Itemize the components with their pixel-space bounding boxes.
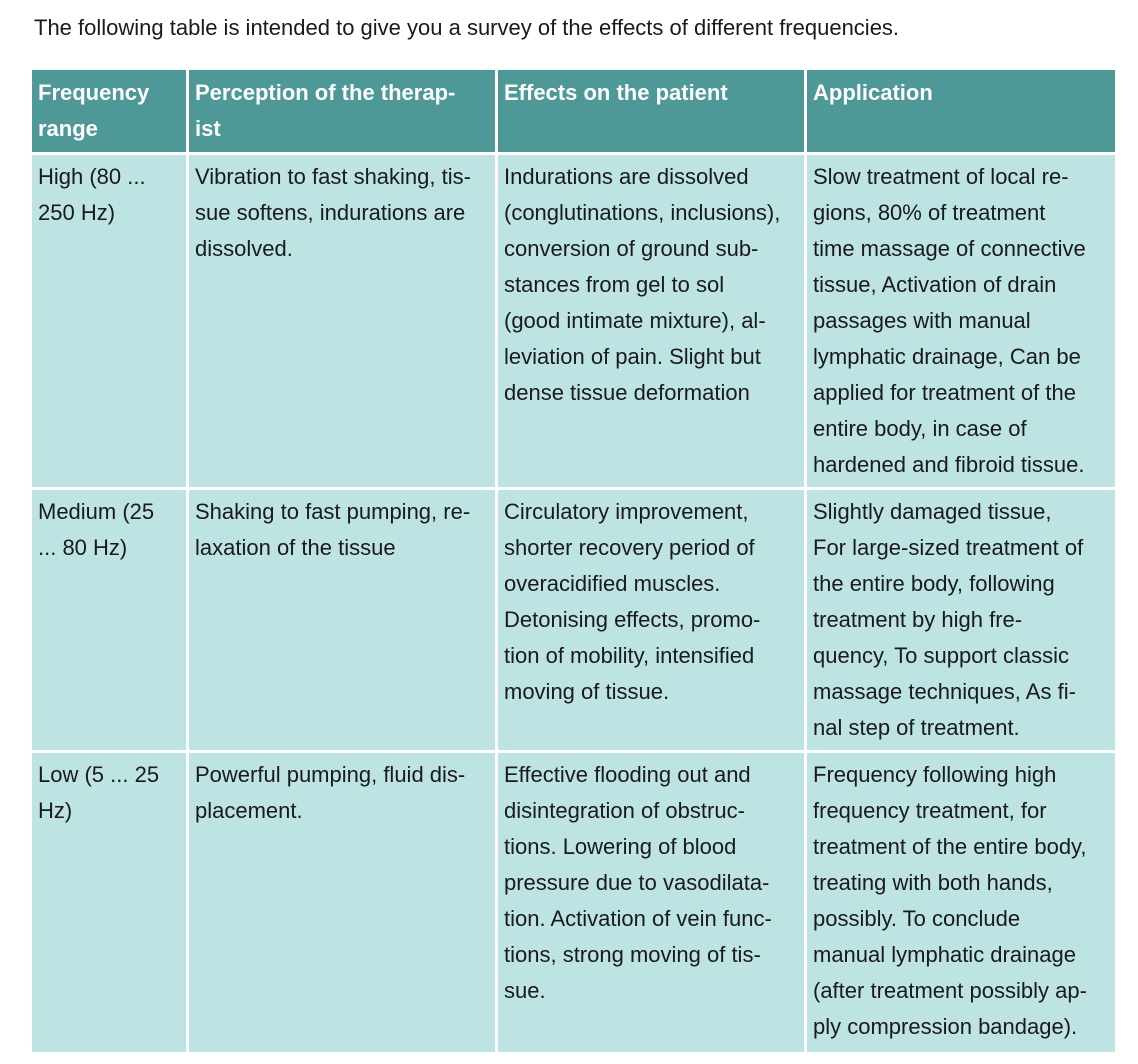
row-medium-effects: Circulatory improvement, shorter recovery period of overacidified muscles. Detonising effects, promo- tion of mobility, intensified moving of tissue.: [498, 490, 804, 750]
row-low-frequency-range: Low (5 ... 25 Hz): [32, 753, 186, 1052]
row-low-effects: Effective flooding out and disintegration of obstruc- tions. Lowering of blood pressure due to vasodilata- tion. Activation of vein func- tions, strong moving of tis- sue.: [498, 753, 804, 1052]
row-high-perception: Vibration to fast shaking, tis- sue softens, indurations are dissolved.: [189, 155, 495, 487]
header-effects-patient: Effects on the patient: [498, 70, 804, 152]
header-frequency-range: Frequency range: [32, 70, 186, 152]
row-high-frequency-range: High (80 ... 250 Hz): [32, 155, 186, 487]
header-application: Application: [807, 70, 1115, 152]
intro-text: The following table is intended to give you a survey of the effects of different frequencies.: [34, 15, 900, 40]
row-medium-application: Slightly damaged tissue, For large-sized treatment of the entire body, following treatment by high fre- quency, To support classic massage techniques, As fi- nal step of treatment.: [807, 490, 1115, 750]
row-high-effects: Indurations are dissolved (conglutinations, inclusions), conversion of ground sub- stances from gel to sol (good intimate mixture), al- leviation of pain. Slight but dense tissue deformation: [498, 155, 804, 487]
frequency-table: [32, 70, 1115, 1052]
row-medium-frequency-range: Medium (25 ... 80 Hz): [32, 490, 186, 750]
header-perception-therapist: Perception of the therap- ist: [189, 70, 495, 152]
row-high-application: Slow treatment of local re- gions, 80% of treatment time massage of connective tissue, Activation of drain passages with manual lymphatic drainage, Can be applied for treatment of the entire body, in case of hardened and fibroid tissue.: [807, 155, 1115, 487]
row-low-application: Frequency following high frequency treatment, for treatment of the entire body, treating with both hands, possibly. To conclude manual lymphatic drainage (after treatment possibly ap- ply compression bandage).: [807, 753, 1115, 1052]
row-low-perception: Powerful pumping, fluid dis- placement.: [189, 753, 495, 1052]
row-medium-perception: Shaking to fast pumping, re- laxation of the tissue: [189, 490, 495, 750]
